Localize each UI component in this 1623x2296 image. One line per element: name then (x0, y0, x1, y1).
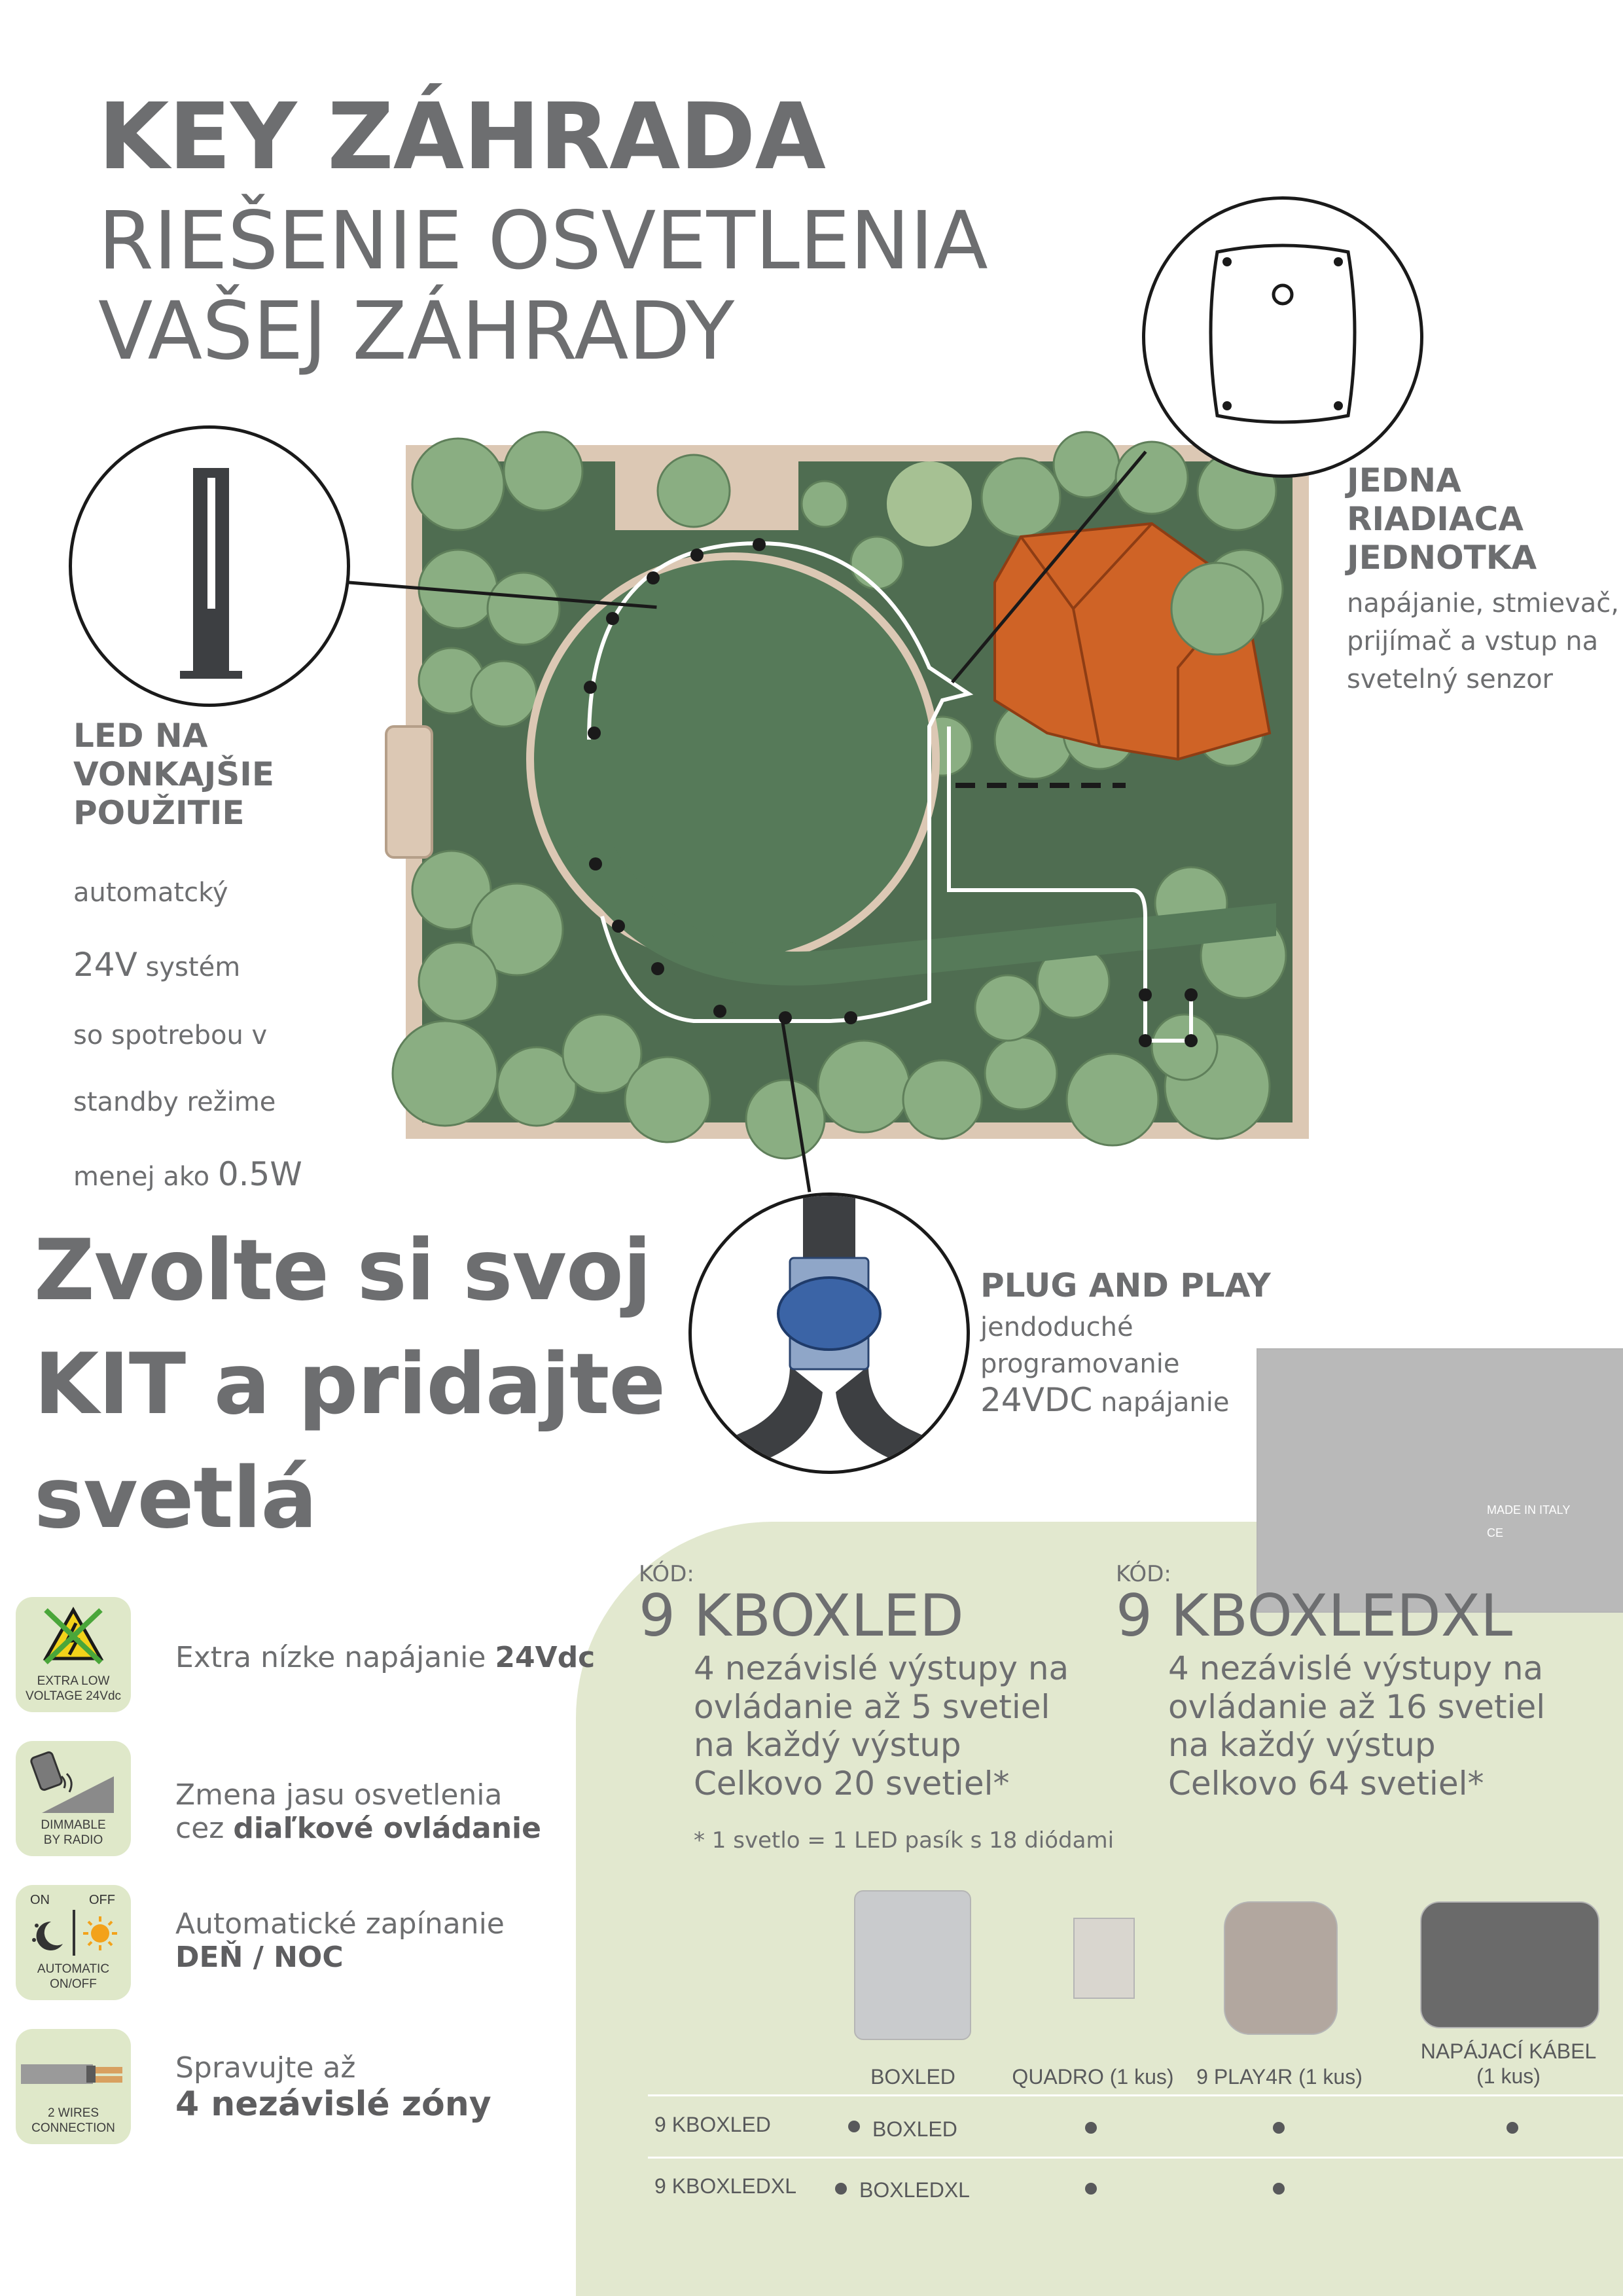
page-subtitle: RIEŠENIE OSVETLENIA VAŠEJ ZÁHRADY (98, 194, 988, 378)
kit1-description: 4 nezávislé výstupy na ovládanie až 5 svetiel na každý výstup Celkovo 20 svetiel* (694, 1649, 1069, 1803)
table-row-dot (848, 2121, 860, 2132)
plug-voltage: 24VDC (980, 1381, 1093, 1419)
connector-icon (692, 1196, 967, 1471)
table-row-dot (1507, 2122, 1518, 2134)
table-row-dot (835, 2183, 847, 2195)
play4r-product-image (1224, 1901, 1338, 2035)
feature-daynight-text: Automatické zapínanie DEŇ / NOC (175, 1907, 505, 1974)
control-unit-callout (1142, 196, 1423, 478)
table-divider (648, 2094, 1623, 2096)
kit-package-image: MADE IN ITALY CE (1257, 1348, 1623, 1613)
led-callout-title: LED NA VONKAJŠIE POUŽITIE (73, 717, 274, 832)
garden-plan-illustration (366, 393, 1322, 1178)
table-row-box-name: BOXLED (872, 2117, 957, 2141)
kit1-kod-label: KÓD: (639, 1561, 694, 1587)
product-label-cable: NAPÁJACÍ KÁBEL (1 kus) (1420, 2039, 1597, 2089)
table-row-kit-name: 9 KBOXLED (654, 2113, 771, 2136)
kit2-kod-label: KÓD: (1116, 1561, 1171, 1587)
day-night-icon (25, 1910, 123, 1956)
boxled-product-image (854, 1890, 971, 2040)
plug-callout-text: jendoduché programovanie (980, 1312, 1180, 1379)
table-row-kit-name: 9 KBOXLEDXL (654, 2174, 796, 2198)
table-row-box-name: BOXLEDXL (859, 2178, 970, 2202)
plug-voltage-line: 24VDC napájanie (980, 1381, 1230, 1419)
table-divider (648, 2157, 1623, 2159)
led-voltage: 24V (73, 945, 137, 984)
led-text-line1: automatcký (73, 878, 228, 908)
led-callout-text: automatcký 24V systém so spotrebou v standby režime menej ako 0.5W (73, 878, 302, 1193)
kit-heading: Zvolte si svoj KIT a pridajte svetlá (34, 1222, 666, 1548)
product-label-play4r: 9 PLAY4R (1 kus) (1196, 2065, 1363, 2089)
quadro-product-image (1073, 1918, 1135, 1999)
kit1-code: 9 KBOXLED (639, 1582, 964, 1649)
plug-callout-title: PLUG AND PLAY (980, 1266, 1271, 1304)
led-post-callout (69, 425, 350, 707)
plug-callout (688, 1193, 970, 1474)
day-night-badge: ON OFF AUTOMATIC ON/OFF (16, 1885, 131, 2000)
footnote: * 1 svetlo = 1 LED pasík s 18 diódami (694, 1827, 1115, 1854)
page-title: KEY ZÁHRADA (98, 84, 825, 190)
control-callout-text: napájanie, stmievač, prijímač a vstup na svetelný senzor (1347, 588, 1619, 694)
kit2-code: 9 KBOXLEDXL (1116, 1582, 1513, 1649)
table-row-dot (1085, 2183, 1097, 2195)
two-wire-cable-icon (21, 2055, 126, 2094)
feature-zones-text: Spravujte až 4 nezávislé zóny (175, 2051, 491, 2124)
feature-dimming-text: Zmena jasu osvetlenia cez diaľkové ovládanie (175, 1778, 541, 1845)
led-bollard-icon (72, 429, 347, 704)
control-callout-title: JEDNA RIADIACA JEDNOTKA (1347, 461, 1537, 577)
remote-dimmer-icon (29, 1750, 120, 1816)
feature-voltage-text: Extra nízke napájanie 24Vdc (175, 1641, 596, 1674)
product-label-boxled: BOXLED (870, 2065, 955, 2089)
high-voltage-crossed-icon (41, 1605, 106, 1667)
power-cable-product-image (1420, 1901, 1599, 2028)
product-label-quadro: QUADRO (1 kus) (1012, 2065, 1174, 2089)
control-box-icon (1145, 200, 1420, 475)
led-standby-power: 0.5W (217, 1155, 302, 1193)
table-row-dot (1273, 2122, 1285, 2134)
kit2-description: 4 nezávislé výstupy na ovládanie až 16 svetiel na každý výstup Celkovo 64 svetiel* (1168, 1649, 1546, 1803)
dimmable-badge: DIMMABLE BY RADIO (16, 1741, 131, 1856)
table-row-dot (1273, 2183, 1285, 2195)
table-row-dot (1085, 2122, 1097, 2134)
two-wire-badge: 2 WIRES CONNECTION (16, 2029, 131, 2144)
extra-low-voltage-badge: EXTRA LOW VOLTAGE 24Vdc (16, 1597, 131, 1712)
